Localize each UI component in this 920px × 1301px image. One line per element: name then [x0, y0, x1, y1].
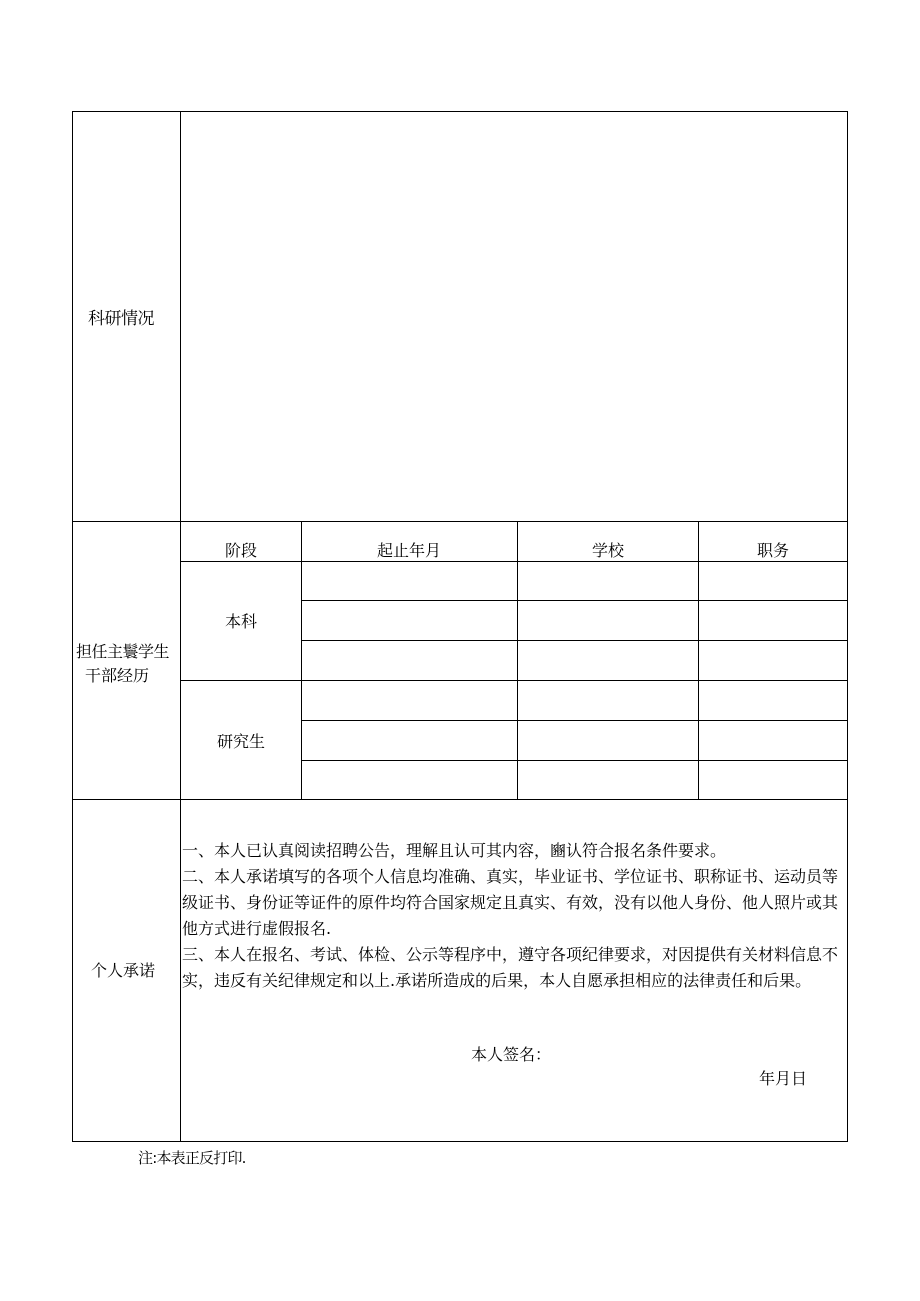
column-divider	[301, 521, 302, 800]
research-content-field[interactable]	[181, 112, 847, 521]
header-row-divider	[180, 561, 848, 562]
column-divider	[517, 521, 518, 800]
stage-undergraduate: 本科	[224, 612, 258, 631]
signature-label: 本人签名：	[471, 1045, 552, 1064]
date-label: 年月日	[759, 1069, 808, 1088]
stage-divider	[180, 680, 848, 681]
header-stage: 阶段	[224, 541, 258, 560]
section-divider	[72, 799, 848, 800]
header-period: 起止年月	[376, 541, 442, 560]
row-divider	[301, 600, 848, 601]
row-divider	[301, 640, 848, 641]
header-position: 职务	[756, 541, 790, 560]
pledge-item-1: 一、本人已认真阅读招聘公告，理解且认可其内容，豳认符合报名条件要求。	[182, 841, 727, 860]
header-school: 学校	[591, 541, 625, 560]
cadre-label-line2: 干部经历	[85, 666, 150, 685]
table-right-border	[847, 111, 848, 1142]
signature-field[interactable]	[550, 1040, 750, 1068]
pledge-item-2: 二、本人承诺填写的各项个人信息均准确、真实，毕业证书、学位证书、职称证书、运动员等级证书、身份证等证件的原件均符合国家规定且真实、有效，没有以他人身份、他人照片或其他方式进行虚假报名.	[182, 867, 839, 938]
row-divider	[301, 720, 848, 721]
pledge-label: 个人承诺	[91, 961, 156, 980]
column-divider	[698, 521, 699, 800]
row-divider	[301, 760, 848, 761]
footnote: 注:本表正反打印.	[138, 1149, 246, 1167]
pledge-item-3: 三、本人在报名、考试、体检、公示等程序中，遵守各项纪律要求，对因提供有关材料信息不实，违反有关纪律规定和以上.承诺所造成的后果，本人自愿承担相应的法律责任和后果。	[182, 945, 839, 990]
table-left-border	[72, 111, 73, 1142]
section-divider	[72, 521, 848, 522]
pledge-text	[182, 838, 846, 994]
table-bottom-border	[72, 1141, 848, 1142]
research-label: 科研情况	[88, 309, 154, 329]
cadre-label-line1: 担任主鬟学生	[76, 642, 170, 661]
stage-graduate: 研究生	[216, 732, 266, 751]
